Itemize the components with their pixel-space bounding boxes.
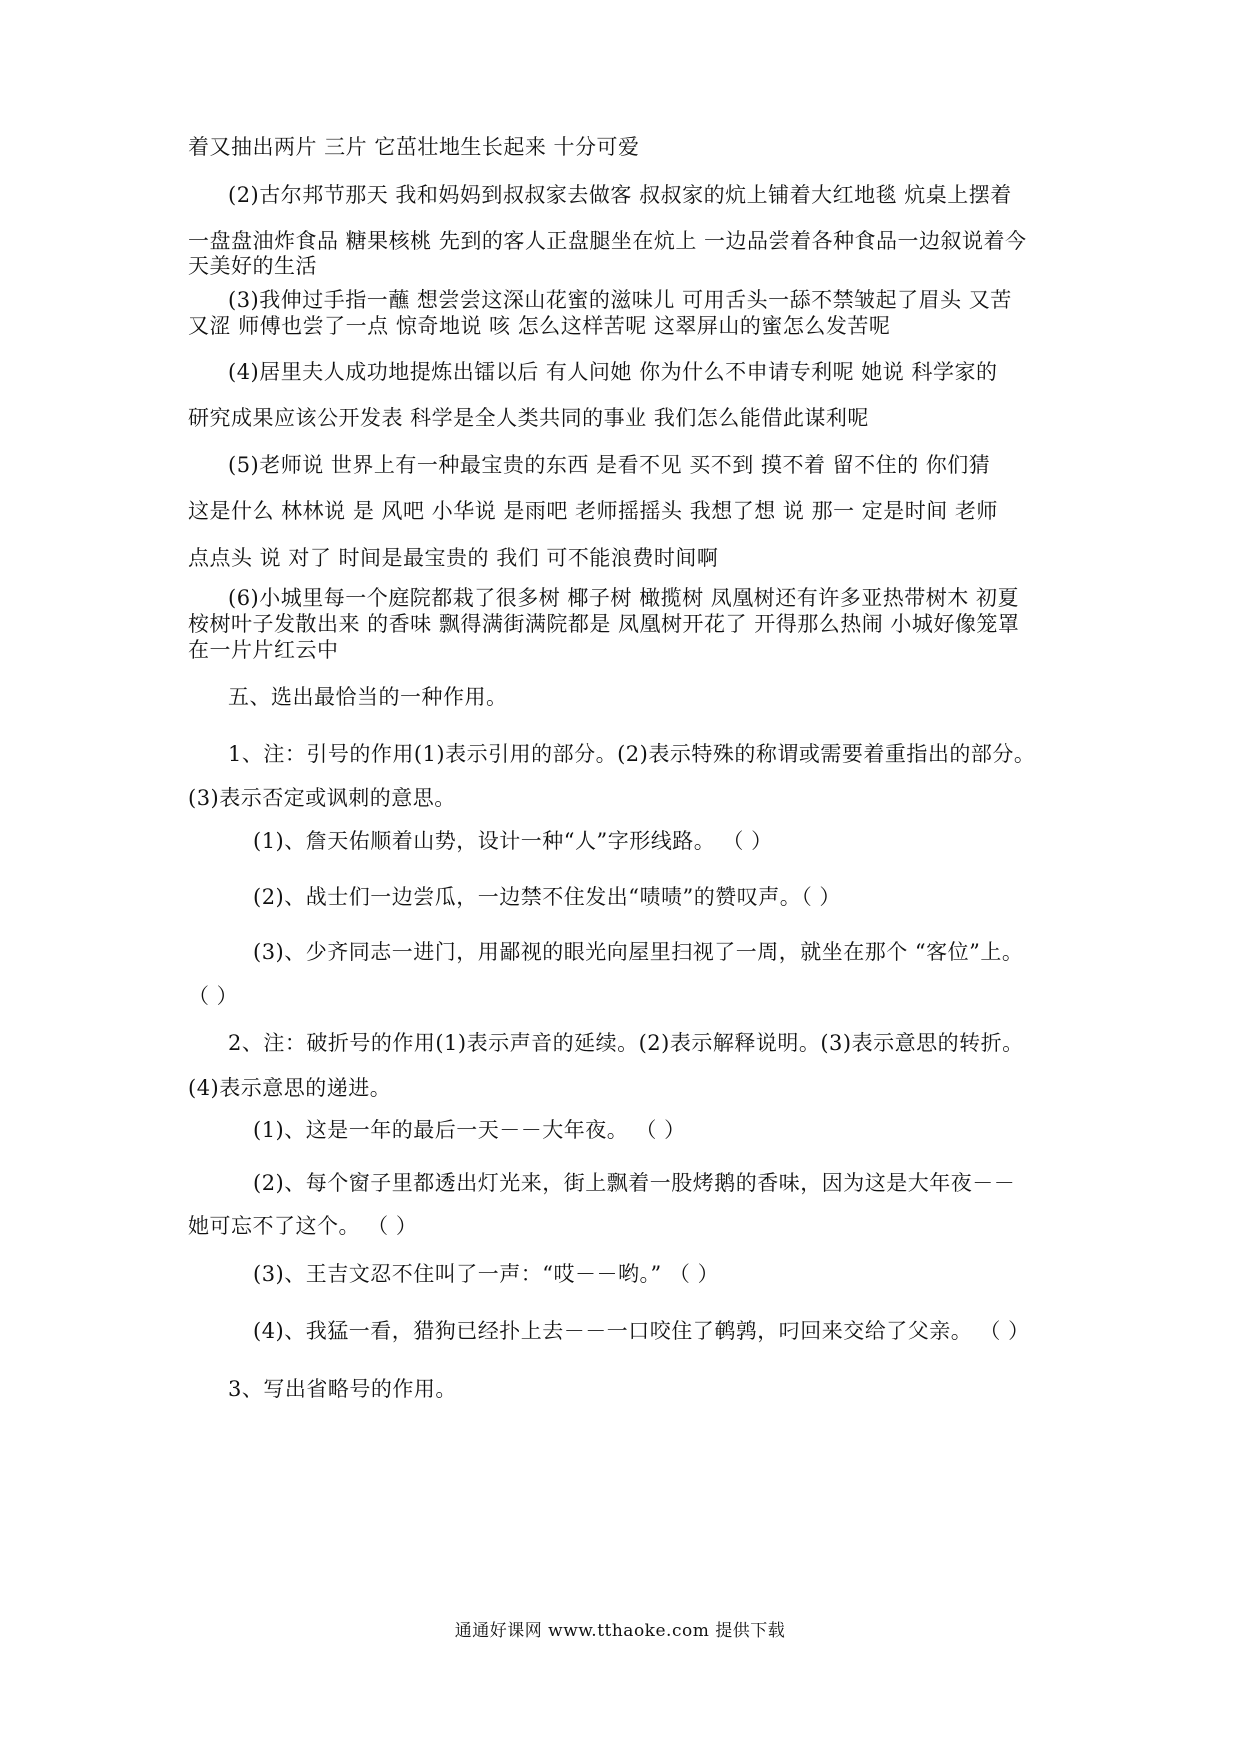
text-line: (6)小城里每一个庭院都栽了很多树 椰子树 橄揽树 凤凰树还有许多亚热带树木 初夏 [228,586,1019,610]
text-line: (2)古尔邦节那天 我和妈妈到叔叔家去做客 叔叔家的炕上铺着大红地毯 炕桌上摆着 [228,183,1012,207]
text-line: 这是什么 林林说 是 风吧 小华说 是雨吧 老师摇摇头 我想了想 说 那一 定是时间 老师 [188,499,998,523]
text-line: 她可忘不了这个。 （ ） [188,1214,418,1238]
text-line: 桉树叶子发散出来 的香味 飘得满街满院都是 凤凰树开花了 开得那么热闹 小城好像笼罩 [188,612,1020,636]
question-item: (1)、这是一年的最后一天－－大年夜。 （ ） [253,1118,686,1142]
text-line: (4)表示意思的递进。 [188,1076,392,1100]
question-item: (2)、战士们一边尝瓜，一边禁不住发出“啧啧”的赞叹声。（ ） [253,885,841,909]
question-item: (3)、王吉文忍不住叫了一声：“哎－－哟。” （ ） [253,1262,720,1286]
text-line: (5)老师说 世界上有一种最宝贵的东西 是看不见 买不到 摸不着 留不住的 你们猜 [228,453,991,477]
text-line: 2、注：破折号的作用(1)表示声音的延续。(2)表示解释说明。(3)表示意思的转折。 [228,1031,1024,1055]
text-line: 又涩 师傅也尝了一点 惊奇地说 咳 怎么这样苦呢 这翠屏山的蜜怎么发苦呢 [188,314,891,338]
text-line: (3)表示否定或讽刺的意思。 [188,786,456,810]
section-heading: 五、选出最恰当的一种作用。 [228,685,508,709]
text-line: 1、注：引号的作用(1)表示引用的部分。(2)表示特殊的称谓或需要着重指出的部分。 [228,742,1036,766]
text-line: 3、写出省略号的作用。 [228,1377,457,1401]
question-item: (1)、詹天佑顺着山势，设计一种“人”字形线路。 （ ） [253,829,773,853]
question-item: (4)、我猛一看，猎狗已经扑上去－－一口咬住了鹌鹑，叼回来交给了父亲。 （ ） [253,1319,1030,1343]
text-line: (3)我伸过手指一蘸 想尝尝这深山花蜜的滋味儿 可用舌头一舔不禁皱起了眉头 又苦 [228,288,1012,312]
text-line: 研究成果应该公开发表 科学是全人类共同的事业 我们怎么能借此谋利呢 [188,406,869,430]
text-line: 在一片片红云中 [188,638,339,662]
text-line: 点点头 说 对了 时间是最宝贵的 我们 可不能浪费时间啊 [188,546,719,570]
text-line: 着又抽出两片 三片 它茁壮地生长起来 十分可爱 [188,135,640,159]
text-line: (4)居里夫人成功地提炼出镭以后 有人问她 你为什么不申请专利呢 她说 科学家的 [228,360,998,384]
text-line: 天美好的生活 [188,254,317,278]
question-item: (2)、每个窗子里都透出灯光来，街上飘着一股烤鹅的香味，因为这是大年夜－－ [253,1171,1016,1195]
text-line: 一盘盘油炸食品 糖果核桃 先到的客人正盘腿坐在炕上 一边品尝着各种食品一边叙说着今 [188,229,1027,253]
answer-blank: （ ） [188,984,239,1008]
question-item: (3)、少齐同志一进门，用鄙视的眼光向屋里扫视了一周，就坐在那个 “客位”上。 [253,940,1024,964]
page-footer: 通通好课网 www.tthaoke.com 提供下载 [454,1621,786,1641]
